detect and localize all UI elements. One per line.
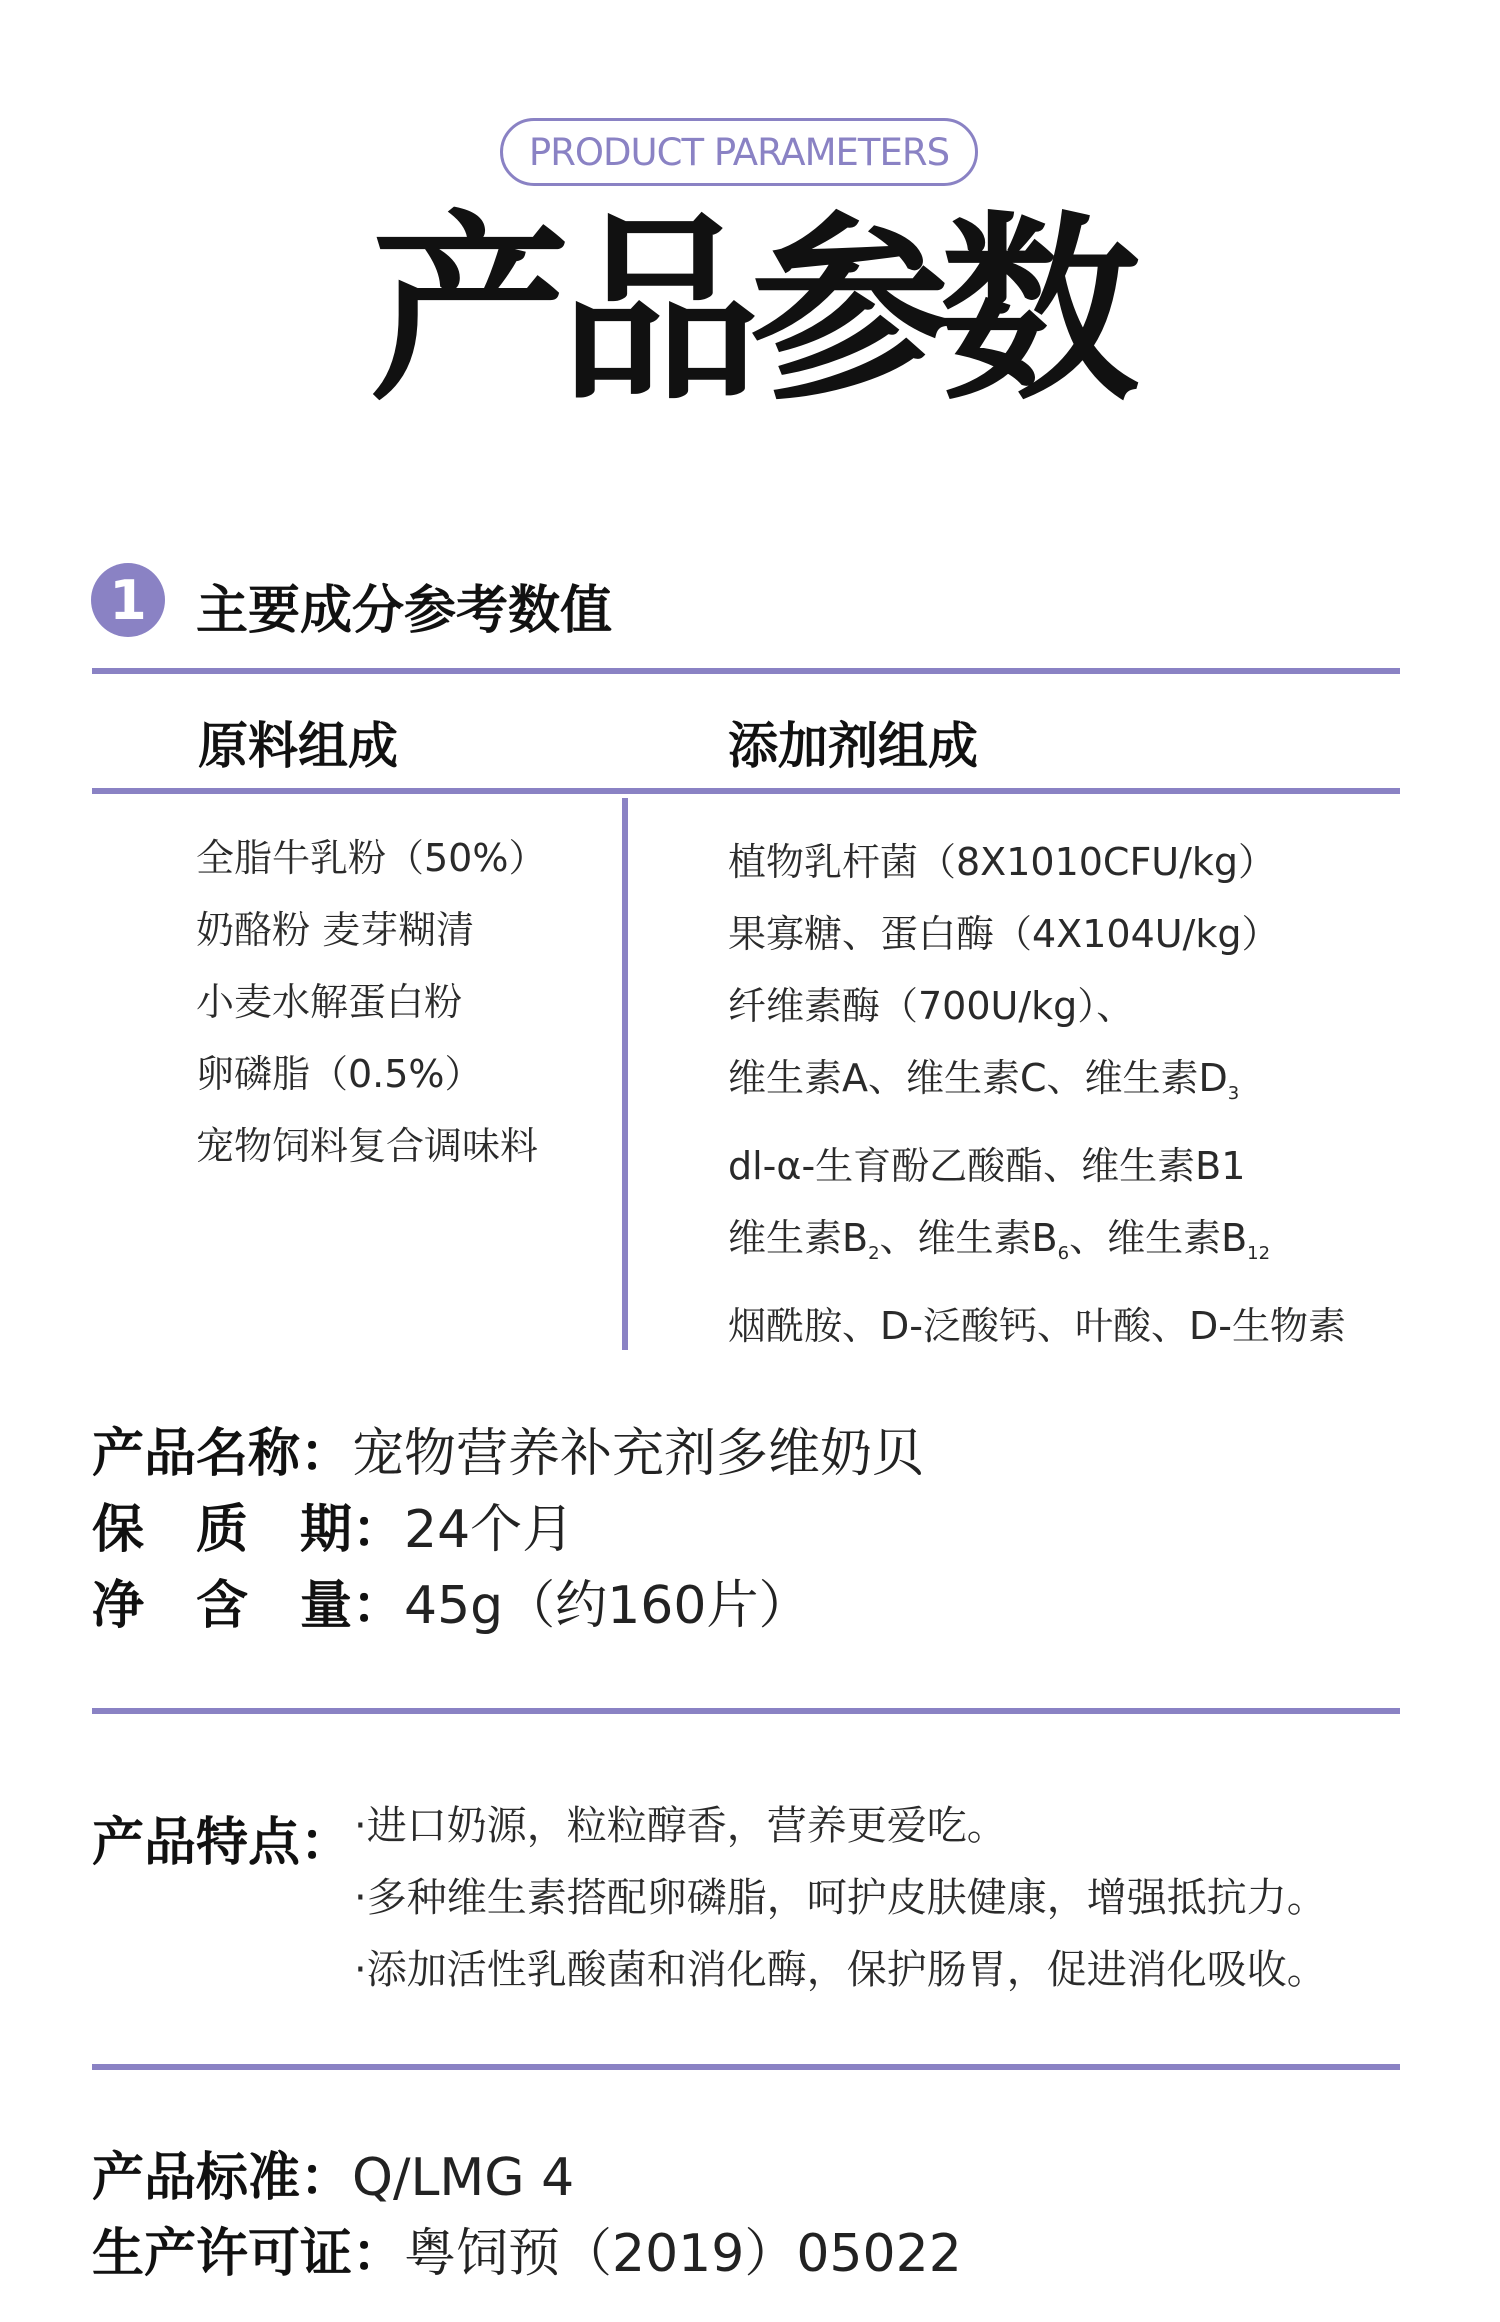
table-header-divider bbox=[92, 788, 1400, 794]
net-content-row bbox=[92, 1568, 924, 1644]
standards-top-divider bbox=[92, 2064, 1400, 2070]
additives-header: 添加剂组成 bbox=[728, 717, 978, 775]
features-label: 产品特点： bbox=[92, 1813, 353, 1873]
table-column-divider bbox=[622, 798, 628, 1350]
shelf-life-value: 24个月 bbox=[404, 1500, 575, 1560]
list-item: 植物乳杆菌（8X1010CFU/kg） bbox=[728, 840, 1277, 884]
section-title: 主要成分参考数值 bbox=[196, 581, 613, 641]
product-name-label: 产品名称： bbox=[92, 1424, 353, 1484]
list-item: 全脂牛乳粉（50%） bbox=[196, 836, 547, 880]
list-item: 果寡糖、蛋白酶（4X104U/kg） bbox=[728, 912, 1280, 956]
license-row bbox=[92, 2216, 962, 2292]
features-list bbox=[354, 1790, 1327, 2006]
standard-row bbox=[92, 2140, 962, 2216]
list-item: 纤维素酶（700U/kg）、 bbox=[728, 984, 1135, 1028]
vitamin-text: 、维生素B bbox=[879, 1216, 1058, 1260]
vitamin-text: 维生素B bbox=[728, 1216, 869, 1260]
list-item: 宠物饲料复合调味料 bbox=[196, 1124, 539, 1168]
standard-label: 产品标准： bbox=[92, 2148, 353, 2208]
list-item bbox=[728, 1042, 1346, 1130]
license-value: 粤饲预（2019）05022 bbox=[404, 2224, 962, 2284]
raw-materials-header: 原料组成 bbox=[198, 717, 398, 775]
standard-value: Q/LMG 4 bbox=[352, 2148, 575, 2208]
subscript: 3 bbox=[1227, 1083, 1240, 1104]
features-top-divider bbox=[92, 1708, 1400, 1714]
raw-materials-list bbox=[196, 822, 546, 1182]
list-item: ·多种维生素搭配卵磷脂，呵护皮肤健康，增强抵抗力。 bbox=[354, 1875, 1327, 1921]
shelf-life-row bbox=[92, 1492, 924, 1568]
subscript: 2 bbox=[868, 1243, 880, 1264]
list-item bbox=[728, 1202, 1346, 1290]
standards-block bbox=[92, 2140, 962, 2292]
list-item: 烟酰胺、D-泛酸钙、叶酸、D-生物素 bbox=[728, 1304, 1346, 1348]
license-label: 生产许可证： bbox=[92, 2224, 405, 2284]
product-parameters-badge bbox=[500, 118, 978, 186]
list-item: ·进口奶源，粒粒醇香，营养更爱吃。 bbox=[354, 1803, 1007, 1849]
table-top-divider bbox=[92, 668, 1400, 674]
list-item: 卵磷脂（0.5%） bbox=[196, 1052, 483, 1096]
net-content-value: 45g（约160片） bbox=[404, 1576, 811, 1636]
additives-list bbox=[728, 826, 1346, 1362]
list-item: 小麦水解蛋白粉 bbox=[196, 980, 463, 1024]
shelf-life-colon: ： bbox=[352, 1500, 405, 1560]
page-title: 产品参数 bbox=[369, 195, 1130, 428]
product-name-value: 宠物营养补充剂多维奶贝 bbox=[352, 1424, 925, 1484]
badge-label: PRODUCT PARAMETERS bbox=[528, 130, 950, 174]
vitamin-text: 、维生素B bbox=[1069, 1216, 1248, 1260]
subscript: 12 bbox=[1247, 1243, 1271, 1264]
product-name-row bbox=[92, 1416, 924, 1492]
list-item: ·添加活性乳酸菌和消化酶，保护肠胃，促进消化吸收。 bbox=[354, 1947, 1327, 1993]
net-content-label: 净含量 bbox=[92, 1576, 352, 1636]
section-number-badge: 1 bbox=[91, 563, 165, 637]
vitamin-text: 维生素A、维生素C、维生素D bbox=[728, 1056, 1228, 1100]
subscript: 6 bbox=[1057, 1243, 1070, 1264]
list-item: 奶酪粉 麦芽糊清 bbox=[196, 908, 475, 952]
net-content-colon: ： bbox=[352, 1576, 405, 1636]
list-item: dl-α-生育酚乙酸酯、维生素B1 bbox=[728, 1144, 1246, 1188]
product-info-block bbox=[92, 1416, 924, 1644]
shelf-life-label: 保质期 bbox=[92, 1500, 352, 1560]
